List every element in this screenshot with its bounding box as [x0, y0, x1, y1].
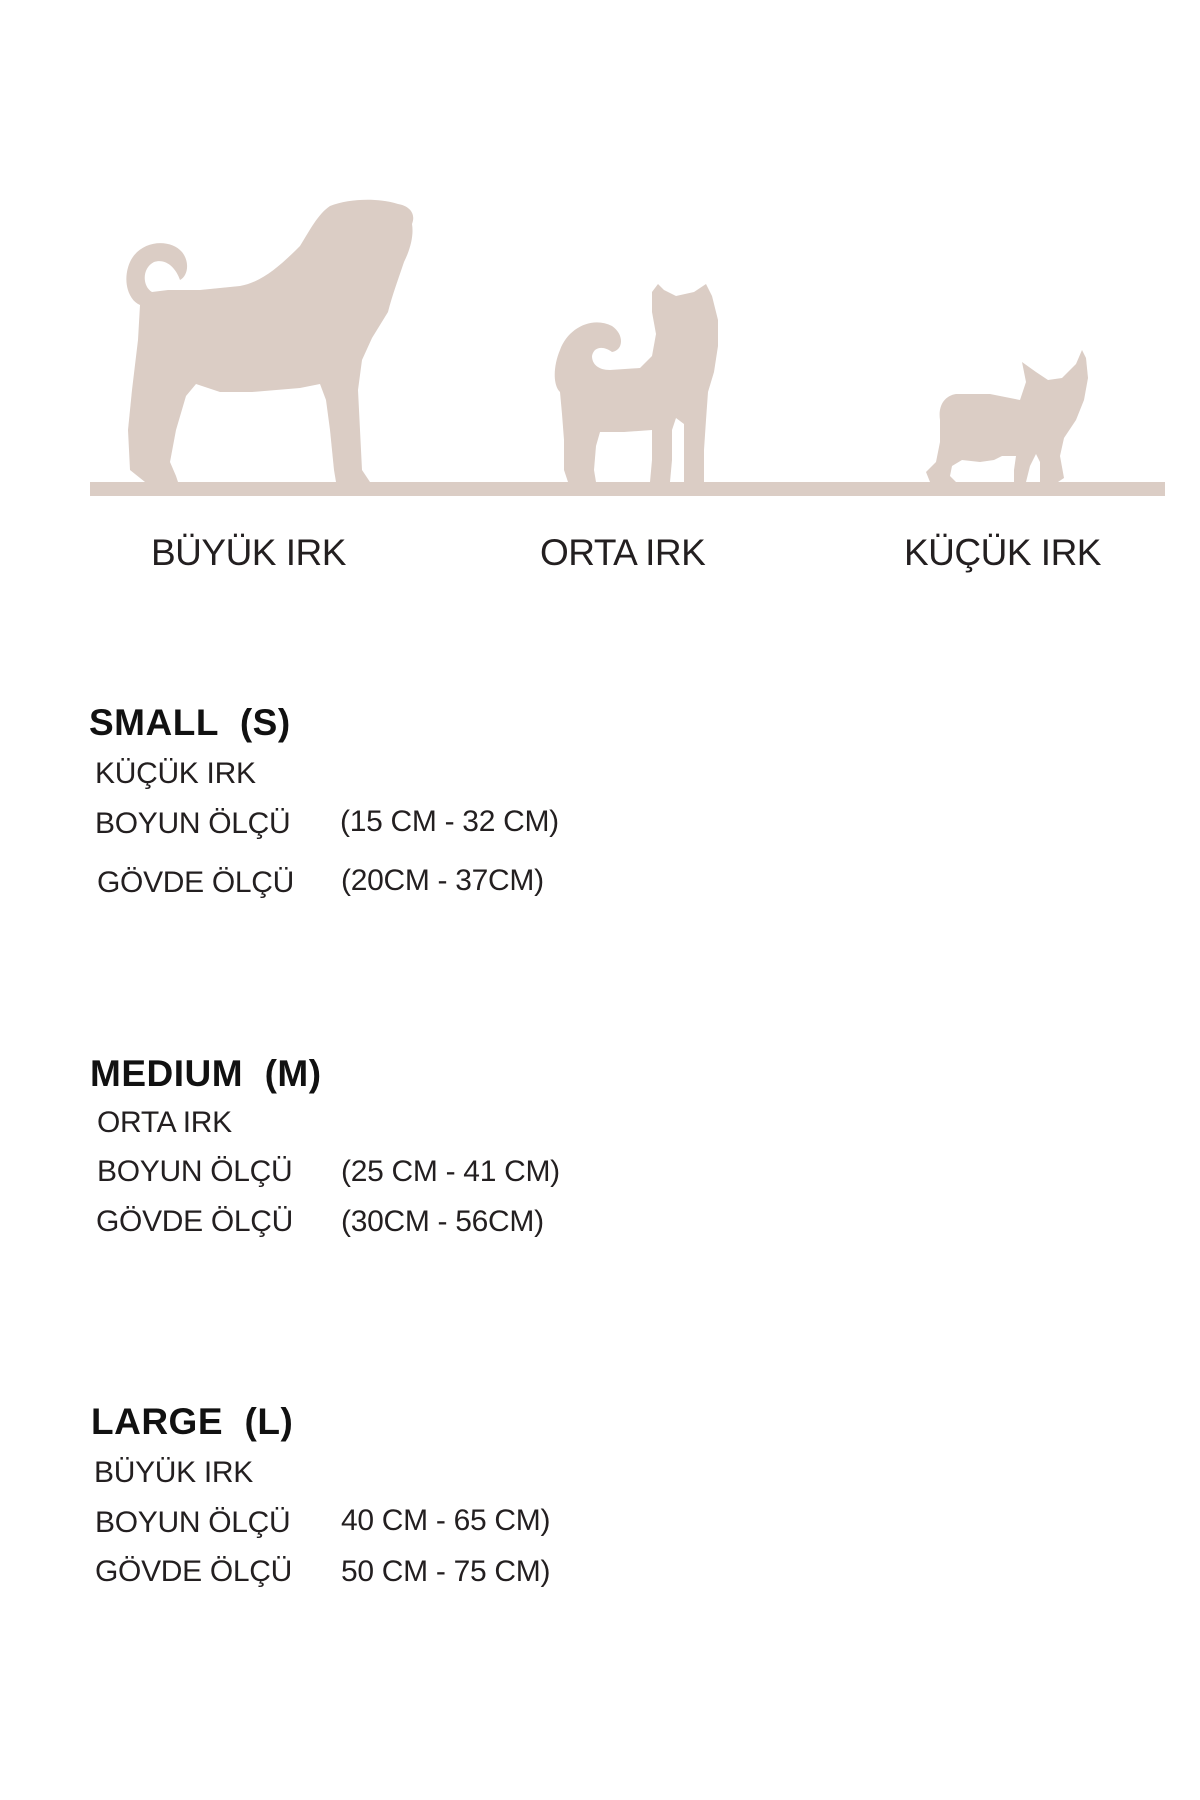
ground-bar — [90, 482, 1165, 496]
neck-measure-value: 40 CM - 65 CM) — [341, 1504, 551, 1537]
neck-measure-label: BOYUN ÖLÇÜ — [97, 1155, 293, 1188]
breed-label-medium: ORTA IRK — [540, 532, 706, 573]
shiba-silhouette-icon — [555, 284, 718, 482]
body-measure-label: GÖVDE ÖLÇÜ — [96, 1205, 294, 1238]
body-measure-value: (30CM - 56CM) — [341, 1205, 544, 1238]
neck-measure-label: BOYUN ÖLÇÜ — [95, 1506, 291, 1539]
neck-measure-value: (25 CM - 41 CM) — [341, 1155, 560, 1188]
breed-label-small: KÜÇÜK IRK — [904, 532, 1101, 573]
neck-measure-value: (15 CM - 32 CM) — [340, 805, 559, 838]
size-breed-label: KÜÇÜK IRK — [95, 757, 256, 790]
size-breed-label: ORTA IRK — [97, 1106, 232, 1139]
dog-size-illustration — [0, 0, 1200, 520]
breed-label-large: BÜYÜK IRK — [151, 532, 346, 573]
size-title: LARGE (L) — [91, 1401, 294, 1442]
body-measure-label: GÖVDE ÖLÇÜ — [97, 866, 295, 899]
body-measure-value: 50 CM - 75 CM) — [341, 1555, 551, 1588]
size-breed-label: BÜYÜK IRK — [94, 1456, 254, 1489]
body-measure-value: (20CM - 37CM) — [341, 864, 544, 897]
neck-measure-label: BOYUN ÖLÇÜ — [95, 807, 291, 840]
body-measure-label: GÖVDE ÖLÇÜ — [95, 1555, 293, 1588]
size-title: MEDIUM (M) — [90, 1053, 322, 1094]
size-title: SMALL (S) — [89, 702, 291, 743]
pug-silhouette-icon — [126, 200, 413, 482]
french-bulldog-silhouette-icon — [926, 350, 1088, 482]
